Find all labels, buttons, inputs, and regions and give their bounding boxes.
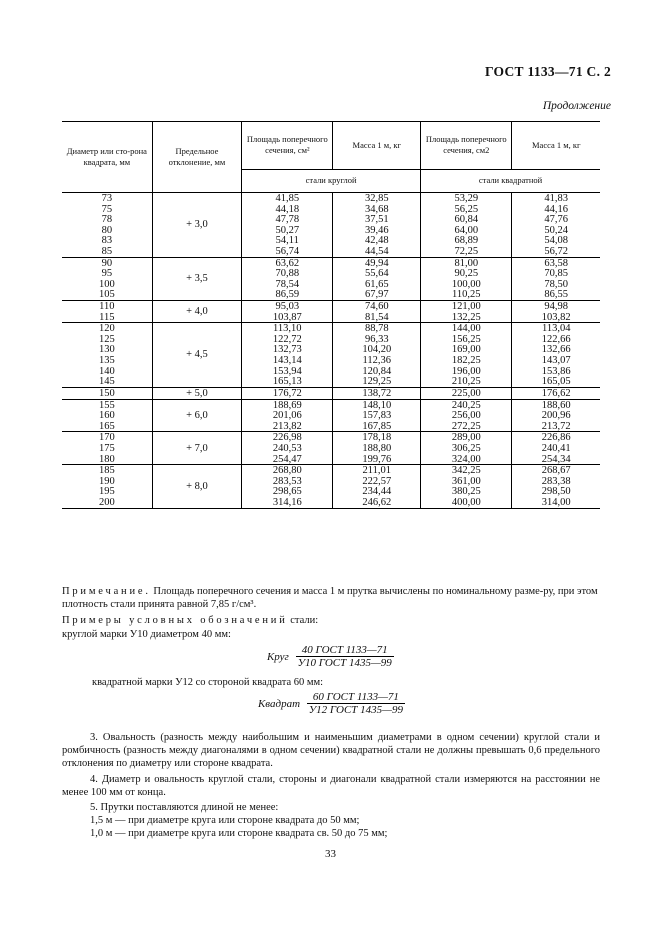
area_r-value: 113,10 <box>273 323 302 335</box>
sizes-value: 120 <box>98 323 115 335</box>
area_r-cell <box>242 193 333 258</box>
sizes-value: 170 <box>98 432 115 444</box>
paragraph-5b: 1,0 м — при диаметре круга или стороне квадрата св. 50 до 75 мм; <box>90 828 388 839</box>
table-row <box>62 387 600 399</box>
mass_r-value: 167,85 <box>362 420 392 432</box>
sizes-value: 160 <box>98 410 115 422</box>
area_r-value: 201,06 <box>272 410 302 422</box>
area_r-value: 132,73 <box>272 344 302 356</box>
area_s-value: 361,00 <box>451 475 481 487</box>
area_r-value: 176,72 <box>272 387 302 399</box>
area_s-value: 272,25 <box>451 420 481 432</box>
area_s-value: 342,25 <box>451 465 481 477</box>
sizes-cell <box>62 323 152 388</box>
mass_s-cell <box>512 432 600 465</box>
tolerance-cell <box>152 193 241 258</box>
sizes-value: 155 <box>98 399 115 411</box>
square-example-intro: квадратной марки У12 со стороной квадрата 60 мм: <box>92 677 324 688</box>
area_r-value: 41,85 <box>275 193 300 204</box>
tolerance-cell <box>152 300 241 322</box>
area_r-value: 95,03 <box>275 300 300 312</box>
area_s-value: 144,00 <box>451 323 481 335</box>
mass_r-value: 157,83 <box>362 410 392 422</box>
header-diameter: Диаметр или сто-рона квадрата, мм <box>66 146 147 167</box>
mass_s-value: 226,86 <box>541 432 571 444</box>
area_r-value: 86,59 <box>275 289 300 301</box>
area_s-cell <box>421 432 512 465</box>
tolerance-cell <box>152 257 241 300</box>
header-mass-square: Масса 1 м, кг <box>512 122 600 170</box>
area_r-cell <box>242 323 333 388</box>
sizes-value: 190 <box>98 475 115 487</box>
mass_s-value: 298,50 <box>541 486 571 498</box>
mass_r-value: 234,44 <box>362 486 392 498</box>
sizes-value: 165 <box>98 420 115 432</box>
tolerance-value: + 8,0 <box>186 480 208 492</box>
mass_r-value: 138,72 <box>362 387 392 399</box>
table-row <box>62 300 600 322</box>
mass_s-value: 200,96 <box>541 410 571 422</box>
mass_s-cell <box>512 399 600 432</box>
area_s-value: 225,00 <box>451 387 481 399</box>
mass_s-value: 50,24 <box>544 224 569 236</box>
sizes-cell <box>62 300 152 322</box>
square-denominator: У12 ГОСТ 1435—99 <box>308 704 403 716</box>
tolerance-cell <box>152 399 241 432</box>
tolerance-value: + 3,0 <box>186 219 208 231</box>
mass_s-value: 122,66 <box>541 333 571 345</box>
mass_s-value: 56,72 <box>544 245 569 257</box>
area_r-cell <box>242 257 333 300</box>
area_s-value: 53,29 <box>454 193 479 204</box>
header-mass-round: Масса 1 м, кг <box>333 122 421 170</box>
sizes-value: 110 <box>99 300 115 312</box>
sizes-value: 140 <box>98 365 115 377</box>
mass_r-value: 67,97 <box>364 289 389 301</box>
mass_s-value: 213,72 <box>541 420 571 432</box>
mass_r-value: 112,36 <box>362 354 392 366</box>
area_r-value: 153,94 <box>272 365 302 377</box>
tolerance-value: + 3,5 <box>186 273 208 285</box>
area_r-cell <box>242 432 333 465</box>
area_s-cell <box>421 323 512 388</box>
sizes-value: 145 <box>98 376 115 388</box>
mass_r-value: 96,33 <box>364 333 389 345</box>
mass_s-value: 44,16 <box>544 203 569 215</box>
note-label: Примечание. <box>62 586 151 597</box>
mass_r-value: 246,62 <box>362 497 392 509</box>
mass_s-value: 283,38 <box>541 475 571 487</box>
mass_r-value: 178,18 <box>362 432 392 444</box>
mass_s-cell <box>512 465 600 508</box>
area_s-value: 121,00 <box>451 300 481 312</box>
table-row <box>62 465 600 508</box>
sizes-value: 185 <box>98 465 115 477</box>
mass_s-value: 132,66 <box>541 344 571 356</box>
area_s-value: 306,25 <box>451 443 481 455</box>
mass_r-value: 188,80 <box>362 443 392 455</box>
sizes-value: 85 <box>101 245 113 257</box>
mass_r-value: 37,51 <box>364 214 389 226</box>
area_r-cell <box>242 465 333 508</box>
sizes-value: 100 <box>98 278 115 290</box>
area_s-value: 90,25 <box>454 268 479 280</box>
document-header: ГОСТ 1133—71 С. 2 <box>484 64 611 79</box>
mass_r-value: 211,01 <box>362 465 392 477</box>
area_s-value: 110,25 <box>452 289 481 301</box>
area_s-value: 81,00 <box>454 257 479 269</box>
area_s-value: 100,00 <box>451 278 481 290</box>
header-square-steel: стали квадратной <box>421 169 600 192</box>
mass_s-cell <box>512 387 600 399</box>
area_s-value: 56,25 <box>454 203 479 215</box>
area_r-value: 78,54 <box>275 278 300 290</box>
area_r-value: 63,62 <box>275 257 300 269</box>
area_s-value: 240,25 <box>451 399 481 411</box>
tolerance-value: + 5,0 <box>186 387 208 399</box>
area_r-value: 188,69 <box>272 399 302 411</box>
square-designation <box>258 691 405 716</box>
sizes-value: 105 <box>98 289 115 301</box>
tolerance-value: + 6,0 <box>186 410 208 422</box>
area_s-value: 72,25 <box>454 245 479 257</box>
area_r-value: 103,87 <box>272 311 302 323</box>
mass_s-value: 54,08 <box>544 235 569 247</box>
sizes-cell <box>62 432 152 465</box>
square-numerator: 60 ГОСТ 1133—71 <box>307 691 405 704</box>
mass_r-value: 81,54 <box>364 311 389 323</box>
area_r-value: 226,98 <box>272 432 302 444</box>
mass_r-cell <box>333 387 421 399</box>
round-numerator: 40 ГОСТ 1133—71 <box>296 644 394 657</box>
mass_s-value: 188,60 <box>541 399 571 411</box>
mass_s-value: 165,05 <box>541 376 571 388</box>
area_r-value: 283,53 <box>272 475 302 487</box>
area_s-value: 156,25 <box>451 333 481 345</box>
mass_s-cell <box>512 257 600 300</box>
area_s-cell <box>421 465 512 508</box>
mass_r-value: 199,76 <box>362 453 392 465</box>
mass_s-value: 63,58 <box>544 257 569 269</box>
table-body <box>62 193 600 509</box>
area_r-value: 298,65 <box>272 486 302 498</box>
table-row <box>62 399 600 432</box>
mass_r-cell <box>333 300 421 322</box>
note-text: Площадь поперечного сечения и масса 1 м прутка вычислены по номинальному разме-ру, при этом плотность стали принята равной 7,85 г/см³. <box>62 586 598 610</box>
area_s-value: 68,89 <box>454 235 479 247</box>
area_r-value: 213,82 <box>272 420 302 432</box>
area_r-value: 44,18 <box>275 203 300 215</box>
sizes-value: 73 <box>101 193 113 204</box>
continuation-label: Продолжение <box>542 100 611 112</box>
mass_r-value: 34,68 <box>364 203 389 215</box>
sizes-value: 175 <box>98 443 115 455</box>
tolerance-value: + 7,0 <box>186 442 208 454</box>
area_s-value: 210,25 <box>451 376 481 388</box>
sizes-value: 125 <box>98 333 115 345</box>
area_r-value: 47,78 <box>275 214 300 226</box>
area_r-cell <box>242 387 333 399</box>
area_r-value: 165,13 <box>272 376 302 388</box>
mass_r-value: 129,25 <box>362 376 392 388</box>
mass_s-cell <box>512 300 600 322</box>
area_r-value: 54,11 <box>275 235 299 247</box>
area_s-cell <box>421 399 512 432</box>
examples-label: Примеры условных обозначений <box>62 615 288 626</box>
area_r-cell <box>242 300 333 322</box>
sizes-value: 135 <box>98 354 115 366</box>
tolerance-cell <box>152 465 241 508</box>
sizes-value: 200 <box>98 497 115 509</box>
paragraph-3: 3. Овальность (разность между наибольшим и наименьшим диаметрами в одном сечении) круглой стали и ромбичность (разность между диагоналями в одном сечении) квадратной стали не должны превышать 0,6 предельного отклонения по диаметру или стороне квадрата. <box>62 732 600 769</box>
area_r-value: 254,47 <box>272 453 302 465</box>
mass_r-value: 49,94 <box>364 257 389 269</box>
mass_s-value: 41,83 <box>544 193 569 204</box>
area_s-value: 400,00 <box>451 497 481 509</box>
examples-heading <box>62 614 600 627</box>
mass_r-value: 42,48 <box>364 235 389 247</box>
sizes-value: 130 <box>98 344 115 356</box>
table-row <box>62 193 600 258</box>
area_s-value: 324,00 <box>451 453 481 465</box>
mass_s-value: 94,98 <box>544 300 569 312</box>
mass_r-cell <box>333 465 421 508</box>
area_s-value: 256,00 <box>451 410 481 422</box>
mass_s-value: 143,07 <box>541 354 571 366</box>
table-row <box>62 323 600 388</box>
paragraph-5: 5. Прутки поставляются длиной не менее: <box>90 802 279 813</box>
mass_s-value: 268,67 <box>541 465 571 477</box>
area_s-cell <box>421 387 512 399</box>
mass_r-value: 74,60 <box>364 300 389 312</box>
tolerance-value: + 4,5 <box>186 349 208 361</box>
paragraph-5a: 1,5 м — при диаметре круга или стороне квадрата до 50 мм; <box>90 815 360 826</box>
steel-table <box>62 121 600 508</box>
sizes-value: 75 <box>101 203 113 215</box>
examples-label-tail: стали: <box>287 615 319 626</box>
mass_r-cell <box>333 399 421 432</box>
area_s-value: 196,00 <box>451 365 481 377</box>
mass_r-cell <box>333 323 421 388</box>
mass_s-value: 78,50 <box>544 278 569 290</box>
mass_r-cell <box>333 193 421 258</box>
round-example-intro: круглой марки У10 диаметром 40 мм: <box>62 629 231 640</box>
mass_s-value: 103,82 <box>541 311 571 323</box>
mass_r-value: 120,84 <box>362 365 392 377</box>
mass_r-value: 88,78 <box>364 323 389 335</box>
table-row <box>62 432 600 465</box>
mass_s-value: 176,62 <box>541 387 571 399</box>
area_s-value: 60,84 <box>454 214 479 226</box>
area_r-value: 50,27 <box>275 224 300 236</box>
sizes-cell <box>62 465 152 508</box>
header-round-steel: стали круглой <box>242 169 421 192</box>
page-number: 33 <box>325 848 336 860</box>
sizes-cell <box>62 193 152 258</box>
mass_s-value: 47,76 <box>544 214 569 226</box>
sizes-value: 180 <box>98 453 115 465</box>
mass_s-cell <box>512 323 600 388</box>
area_r-cell <box>242 399 333 432</box>
table-row <box>62 257 600 300</box>
area_s-value: 169,00 <box>451 344 481 356</box>
sizes-value: 80 <box>101 224 113 236</box>
note <box>62 585 600 611</box>
tolerance-cell <box>152 387 241 399</box>
square-word: Квадрат <box>258 697 301 710</box>
mass_r-value: 32,85 <box>364 193 389 204</box>
mass_r-cell <box>333 257 421 300</box>
area_r-value: 122,72 <box>272 333 302 345</box>
area_s-cell <box>421 257 512 300</box>
paragraph-4: 4. Диаметр и овальность круглой стали, стороны и диагонали квадратной стали измеряются на расстоянии не менее 100 мм от конца. <box>62 774 600 798</box>
area_s-value: 132,25 <box>451 311 481 323</box>
area_s-value: 289,00 <box>451 432 481 444</box>
area_r-value: 314,16 <box>272 497 302 509</box>
sizes-cell <box>62 257 152 300</box>
header-area-square: Площадь поперечного сечения, см2 <box>421 122 512 170</box>
mass_r-value: 55,64 <box>364 268 389 280</box>
sizes-value: 83 <box>101 235 113 247</box>
area_s-value: 64,00 <box>454 224 479 236</box>
mass_r-value: 148,10 <box>362 399 392 411</box>
mass_s-value: 153,86 <box>541 365 571 377</box>
area_s-value: 380,25 <box>451 486 481 498</box>
tolerance-cell <box>152 323 241 388</box>
header-area-round: Площадь поперечного сечения, см² <box>242 122 333 170</box>
mass_r-cell <box>333 432 421 465</box>
area_s-cell <box>421 300 512 322</box>
mass_r-value: 222,57 <box>362 475 392 487</box>
mass_s-value: 113,04 <box>541 323 571 335</box>
mass_s-value: 314,00 <box>541 497 571 509</box>
area_r-value: 268,80 <box>272 465 302 477</box>
area_r-value: 56,74 <box>275 245 300 257</box>
sizes-value: 95 <box>101 268 113 280</box>
area_r-value: 70,88 <box>275 268 300 280</box>
sizes-cell <box>62 387 152 399</box>
mass_r-value: 104,20 <box>362 344 392 356</box>
sizes-value: 78 <box>101 214 113 226</box>
sizes-value: 150 <box>98 387 115 399</box>
header-tolerance: Предельное отклонение, мм <box>152 122 241 193</box>
mass_s-value: 240,41 <box>541 443 571 455</box>
sizes-value: 115 <box>99 311 115 323</box>
tolerance-cell <box>152 432 241 465</box>
mass_r-value: 61,65 <box>364 278 389 290</box>
tolerance-value: + 4,0 <box>186 306 208 318</box>
sizes-value: 195 <box>98 486 115 498</box>
area_s-value: 182,25 <box>451 354 481 366</box>
area_s-cell <box>421 193 512 258</box>
mass_r-value: 39,46 <box>364 224 389 236</box>
mass_s-value: 70,85 <box>544 268 569 280</box>
mass_r-value: 44,54 <box>364 245 389 257</box>
round-denominator: У10 ГОСТ 1435—99 <box>297 657 392 669</box>
area_r-value: 143,14 <box>272 354 302 366</box>
sizes-value: 90 <box>101 257 113 269</box>
mass_s-value: 86,55 <box>544 289 569 301</box>
sizes-cell <box>62 399 152 432</box>
area_r-value: 240,53 <box>272 443 302 455</box>
round-designation <box>267 644 394 669</box>
mass_s-value: 254,34 <box>541 453 571 465</box>
mass_s-cell <box>512 193 600 258</box>
round-word: Круг <box>267 650 289 663</box>
